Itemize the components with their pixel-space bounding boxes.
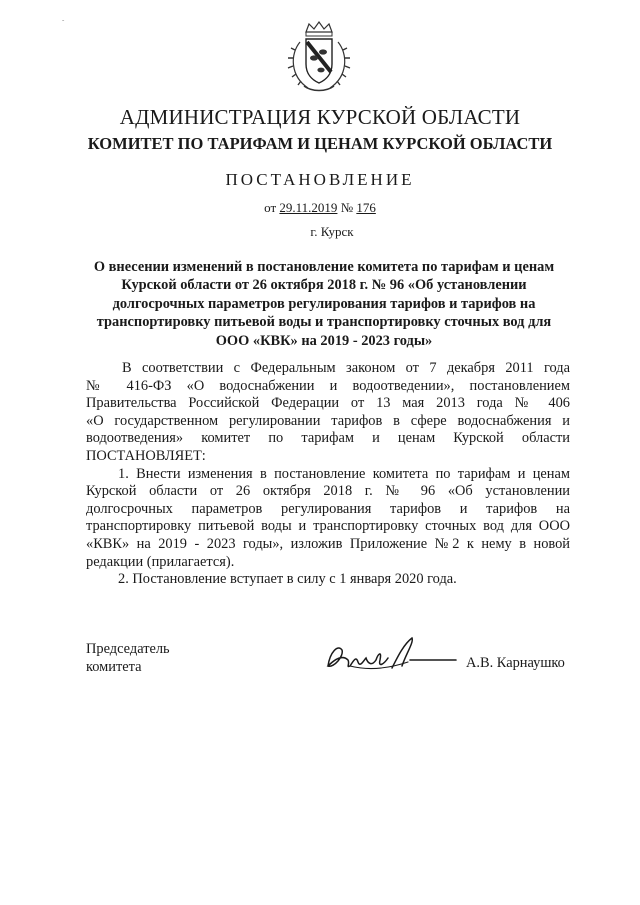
- document-body: [86, 360, 570, 589]
- preamble-line: водоотведения» комитет по тарифам и ценам Курской области: [86, 430, 570, 447]
- preamble-line: «О государственном регулировании тарифов в сфере водоснабжения и: [86, 412, 570, 429]
- subject-line: долгосрочных параметров регулирования тарифов и тарифов на: [112, 295, 536, 312]
- item1-line: «КВК» на 2019 - 2023 годы», изложив Приложение №2 к нему в новой: [86, 535, 570, 552]
- preamble-line: Правительства Российской Федерации от 13 мая 2013 года № 406: [86, 395, 570, 412]
- preamble-line: № 416-ФЗ «О водоснабжении и водоотведении», постановлением: [86, 377, 570, 394]
- item1-line: редакции (прилагается).: [86, 553, 235, 570]
- item1-line: 1. Внести изменения в постановление комитета по тарифам и ценам: [118, 465, 570, 482]
- document-date: 29.11.2019: [279, 200, 338, 215]
- item1-line: Курской области от 26 октября 2018 г. № 96 «Об установлении: [86, 483, 570, 500]
- item2-line: 2. Постановление вступает в силу с 1 января 2020 года.: [118, 571, 457, 588]
- document-number: 176: [356, 200, 376, 215]
- administration-title: АДМИНИСТРАЦИЯ КУРСКОЙ ОБЛАСТИ: [119, 105, 521, 129]
- subject-line: транспортировку питьевой воды и транспортировку сточных вод для: [96, 314, 552, 331]
- handwritten-signature: [320, 630, 460, 676]
- committee-title: КОМИТЕТ ПО ТАРИФАМ И ЦЕНАМ КУРСКОЙ ОБЛАСТИ: [87, 134, 553, 153]
- corner-mark: -: [62, 16, 65, 24]
- document-type: ПОСТАНОВЛЕНИЕ: [225, 170, 415, 189]
- document-date-number: [0, 200, 640, 216]
- document-city: г. Курск: [310, 224, 354, 239]
- item1-line: транспортировку питьевой воды и транспортировку сточных вод для ООО: [86, 518, 570, 535]
- preamble-decree-word: ПОСТАНОВЛЯЕТ:: [86, 447, 206, 464]
- signatory-name: А.В. Карнаушко: [466, 655, 565, 671]
- subject-line: Курской области от 26 октября 2018 г. № 96 «Об установлении: [121, 277, 527, 294]
- signatory-position: [86, 640, 170, 676]
- position-line: комитета: [86, 659, 142, 675]
- position-line: Председатель: [86, 641, 170, 657]
- subject-line: ООО «КВК» на 2019 - 2023 годы»: [215, 332, 433, 349]
- number-prefix: №: [340, 200, 354, 215]
- preamble-line: В соответствии с Федеральным законом от 7 декабря 2011 года: [122, 360, 570, 376]
- subject-line: О внесении изменений в постановление комитета по тарифам и ценам: [93, 259, 555, 275]
- item1-line: долгосрочных параметров регулирования тарифов и тарифов на: [86, 500, 570, 517]
- document-subject: [78, 258, 570, 350]
- date-prefix: от: [264, 200, 277, 215]
- coat-of-arms-emblem: [286, 20, 352, 94]
